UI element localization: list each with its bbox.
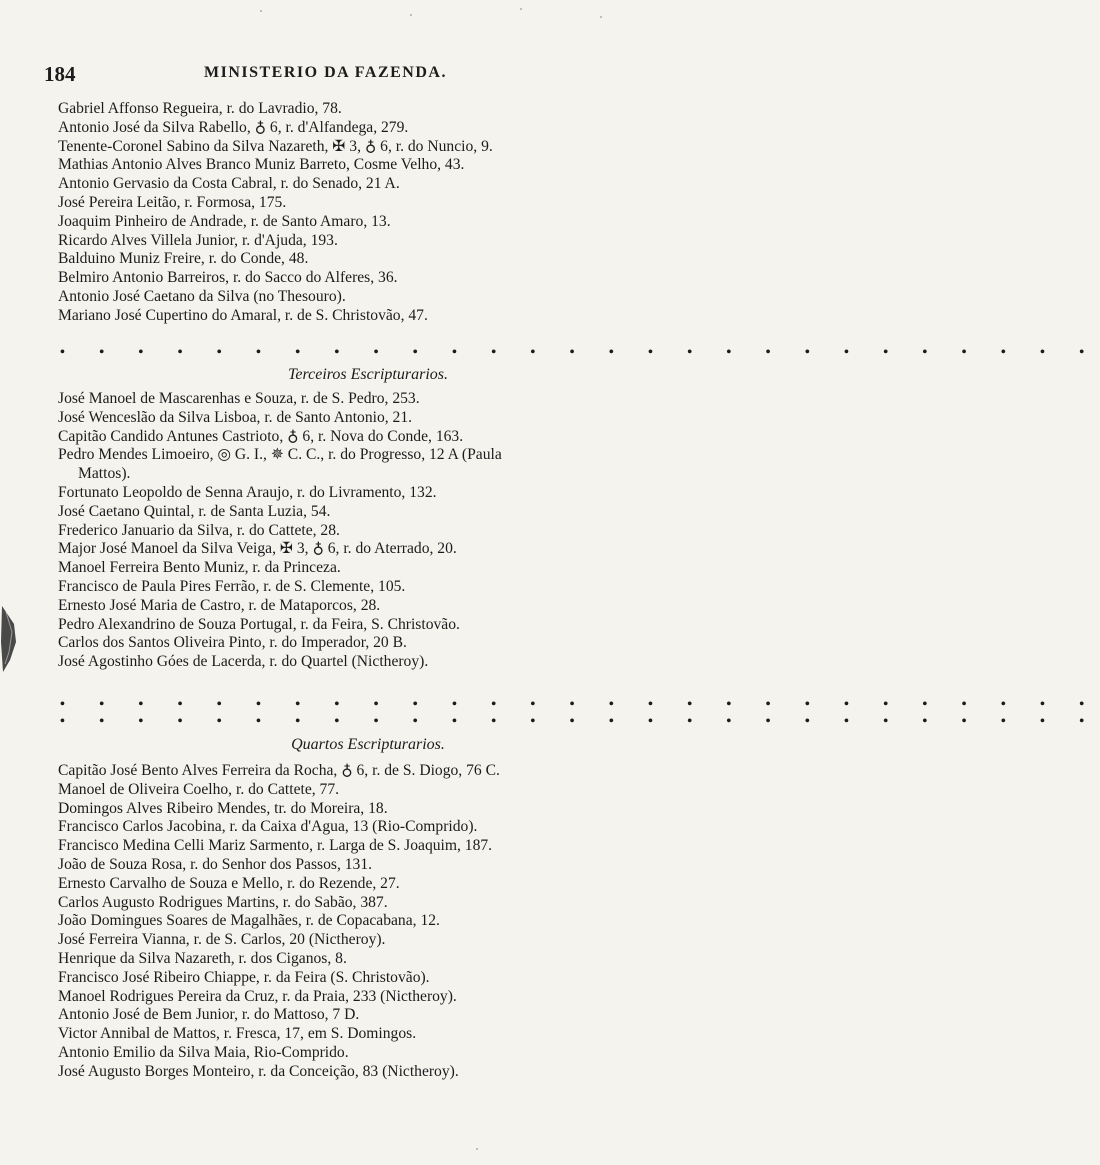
list-item: Frederico Januario da Silva, r. do Cattete, 28. — [58, 521, 340, 539]
list-item: Henrique da Silva Nazareth, r. dos Ciganos, 8. — [58, 949, 347, 967]
list-item: José Ferreira Vianna, r. de S. Carlos, 20 (Nictheroy). — [58, 931, 386, 949]
list-item: Mariano José Cupertino do Amaral, r. de S. Christovão, 47. — [58, 306, 428, 324]
list-item: João Domingues Soares de Magalhães, r. de Copacabana, 12. — [58, 912, 440, 930]
list-item: José Manoel de Mascarenhas e Souza, r. de S. Pedro, 253. — [58, 390, 420, 407]
list-item: Carlos Augusto Rodrigues Martins, r. do Sabão, 387. — [58, 893, 388, 911]
dot-leader-row: • • • • • • • • • • • • • • • • • • • • • • • • • • • — [60, 714, 1100, 729]
list-item: José Augusto Borges Monteiro, r. da Conceição, 83 (Nictheroy). — [58, 1062, 459, 1080]
list-item: Major José Manoel da Silva Veiga, ✠ 3, ♁ 6, r. do Aterrado, 20. — [58, 540, 457, 558]
entry-list-quartos — [58, 762, 728, 1082]
entry-list-primeiros — [58, 100, 728, 326]
list-item-continuation: Mattos). — [78, 465, 131, 483]
list-item: José Wenceslão da Silva Lisboa, r. de Santo Antonio, 21. — [58, 408, 413, 426]
scan-speck — [260, 10, 262, 12]
list-item: José Caetano Quintal, r. de Santa Luzia, 54. — [58, 502, 331, 520]
page-number: 184 — [44, 62, 76, 86]
scan-speck — [410, 14, 412, 16]
list-item: Mathias Antonio Alves Branco Muniz Barreto, Cosme Velho, 43. — [58, 156, 465, 174]
running-title: MINISTERIO DA FAZENDA. — [204, 64, 447, 81]
list-item: Capitão José Bento Alves Ferreira da Rocha, ♁ 6, r. de S. Diogo, 76 C. — [58, 762, 500, 779]
page-header — [44, 62, 684, 90]
list-item: Manoel Ferreira Bento Muniz, r. da Princeza. — [58, 559, 341, 577]
list-item: José Agostinho Góes de Lacerda, r. do Quartel (Nictheroy). — [58, 653, 429, 671]
list-item: Antonio Gervasio da Costa Cabral, r. do Senado, 21 A. — [58, 175, 400, 193]
list-item: Pedro Mendes Limoeiro, ◎ G. I., ✵ C. C., r. do Progresso, 12 A (Paula — [58, 446, 502, 464]
list-item: José Pereira Leitão, r. Formosa, 175. — [58, 193, 287, 211]
list-item: Antonio Emilio da Silva Maia, Rio-Comprido. — [58, 1043, 349, 1061]
list-item: Ernesto José Maria de Castro, r. de Mataporcos, 28. — [58, 596, 381, 614]
list-item: Ernesto Carvalho de Souza e Mello, r. do Rezende, 27. — [58, 874, 400, 892]
dot-leader-row: • • • • • • • • • • • • • • • • • • • • • • • • • • • — [60, 697, 1100, 712]
list-item: Fortunato Leopoldo de Senna Araujo, r. do Livramento, 132. — [58, 483, 437, 501]
dot-leader-row: • • • • • • • • • • • • • • • • • • • • • • • • • • • — [60, 345, 1100, 360]
list-item: Antonio José de Bem Junior, r. do Mattoso, 7 D. — [58, 1006, 360, 1024]
list-item: Capitão Candido Antunes Castrioto, ♁ 6, r. Nova do Conde, 163. — [58, 427, 464, 445]
list-item: Belmiro Antonio Barreiros, r. do Sacco do Alferes, 36. — [58, 269, 398, 287]
section-title-terceiros: Terceiros Escripturarios. — [287, 366, 448, 383]
list-item: Manoel Rodrigues Pereira da Cruz, r. da Praia, 233 (Nictheroy). — [58, 987, 457, 1005]
list-item: João de Souza Rosa, r. do Senhor dos Passos, 131. — [58, 855, 373, 873]
list-item: Ricardo Alves Villela Junior, r. d'Ajuda, 193. — [58, 231, 338, 249]
list-item: Antonio José Caetano da Silva (no Thesouro). — [58, 287, 346, 305]
list-item: Manoel de Oliveira Coelho, r. do Cattete, 77. — [58, 780, 340, 798]
list-item: Francisco Carlos Jacobina, r. da Caixa d'Agua, 13 (Rio-Comprido). — [58, 818, 478, 836]
list-item: Carlos dos Santos Oliveira Pinto, r. do Imperador, 20 B. — [58, 634, 407, 652]
list-item: Domingos Alves Ribeiro Mendes, tr. do Moreira, 18. — [58, 799, 388, 817]
list-item: Joaquim Pinheiro de Andrade, r. de Santo Amaro, 13. — [58, 212, 391, 230]
list-item: Francisco Medina Celli Mariz Sarmento, r. Larga de S. Joaquim, 187. — [58, 837, 493, 855]
list-item: Gabriel Affonso Regueira, r. do Lavradio, 78. — [58, 100, 342, 117]
section-title-quartos: Quartos Escripturarios. — [291, 736, 445, 753]
list-item: Francisco de Paula Pires Ferrão, r. de S. Clemente, 105. — [58, 577, 406, 595]
list-item: Balduino Muniz Freire, r. do Conde, 48. — [58, 250, 309, 268]
scan-speck — [600, 16, 602, 18]
list-item: Tenente-Coronel Sabino da Silva Nazareth, ✠ 3, ♁ 6, r. do Nuncio, 9. — [58, 137, 493, 155]
scan-speck — [520, 8, 522, 10]
list-item: Pedro Alexandrino de Souza Portugal, r. da Feira, S. Christovão. — [58, 615, 460, 633]
entry-list-terceiros — [58, 390, 728, 672]
ink-bleed-mark — [0, 602, 18, 676]
list-item: Francisco José Ribeiro Chiappe, r. da Feira (S. Christovão). — [58, 968, 430, 986]
scan-speck — [476, 1148, 478, 1150]
list-item: Antonio José da Silva Rabello, ♁ 6, r. d'Alfandega, 279. — [58, 118, 409, 136]
list-item: Victor Annibal de Mattos, r. Fresca, 17, em S. Domingos. — [58, 1025, 417, 1043]
